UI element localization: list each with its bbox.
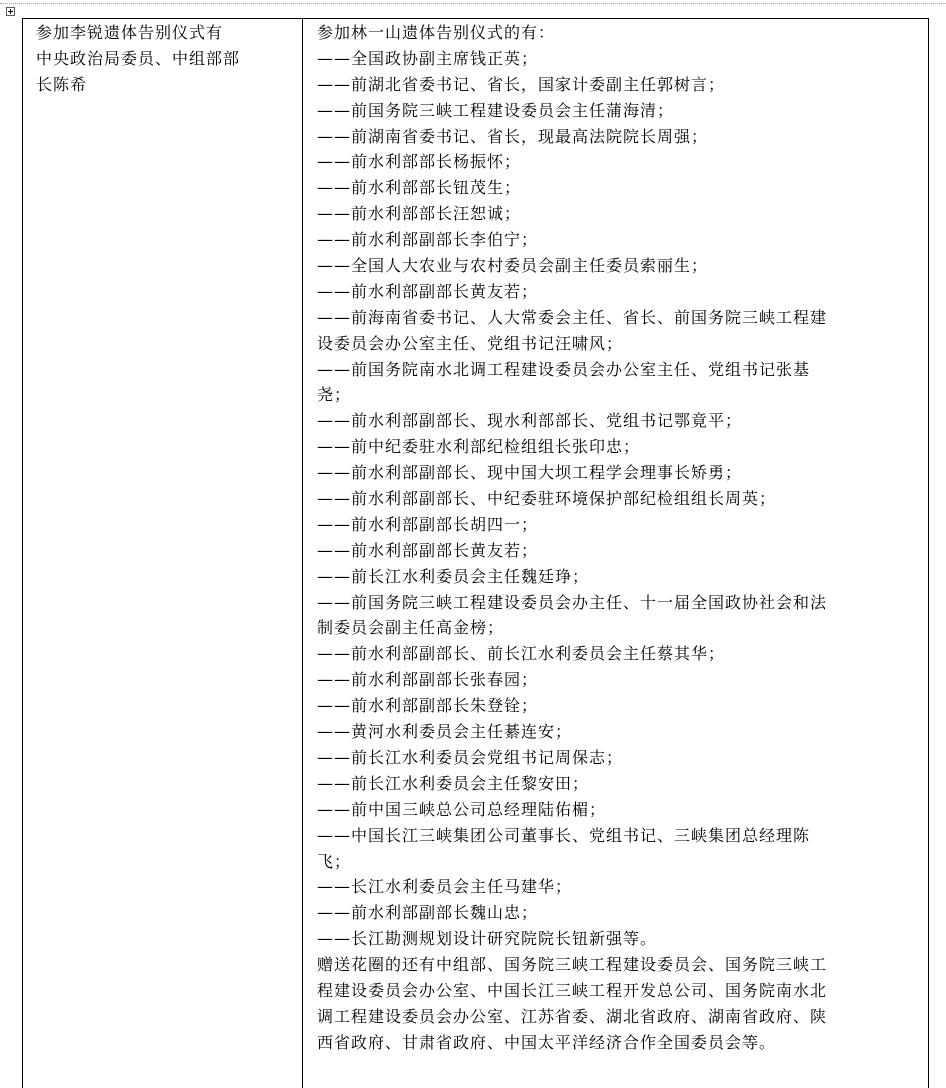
right-cell-line: 程建设委员会办公室、中国长江三峡工程开发总公司、国务院南水北 [317,980,828,1000]
right-cell-line: ——长江勘测规划设计研究院院长钮新强等。 [317,929,658,949]
right-cell-line: 参加林一山遗体告别仪式的有： [317,23,556,42]
right-cell-line: ——前中纪委驻水利部纪检组组长张印忠； [317,437,641,457]
right-cell-line: ——前水利部副部长胡四一； [317,514,539,534]
right-cell-line: ——前水利部部长钮茂生； [317,178,522,198]
right-cell-line: 调工程建设委员会办公室、江苏省委、湖北省政府、湖南省政府、陕 [317,1006,828,1026]
right-cell-line: ——长江水利委员会主任马建华； [317,877,573,897]
table-move-handle-icon[interactable] [6,7,15,16]
right-cell-line: ——前水利部副部长、现水利部部长、党组书记鄂竟平； [317,411,743,431]
left-cell-line: 中央政治局委员、中组部部 [36,48,241,68]
right-cell-line: ——前湖南省委书记、省长，现最高法院院长周强； [317,126,709,146]
left-cell-line: 长陈希 [36,74,88,94]
right-cell-line: ——前中国三峡总公司总经理陆佑楣； [317,799,607,819]
right-cell-line: ——前水利部副部长黄友若； [317,540,539,560]
right-cell-line: 尧； [317,385,352,405]
right-cell-line: ——前湖北省委书记、省长，国家计委副主任郭树言； [317,74,726,94]
right-cell-line: ——前水利部副部长、前长江水利委员会主任蔡其华； [317,644,726,664]
right-cell-line: 西省政府、甘肃省政府、中国太平洋经济合作全国委员会等。 [317,1032,777,1052]
right-cell-line: ——前水利部部长杨振怀； [317,152,522,172]
right-cell-line: ——前水利部副部长张春园； [317,670,539,690]
right-cell-line: ——前国务院三峡工程建设委员会办主任、十一届全国政协社会和法 [317,592,828,612]
table-column-divider [302,18,303,1088]
right-cell-line: ——中国长江三峡集团公司董事长、党组书记、三峡集团总经理陈 [317,825,811,845]
right-cell-line: 设委员会办公室主任、党组书记汪啸风； [317,333,624,353]
right-cell-line: ——全国人大农业与农村委员会副主任委员索丽生； [317,256,709,276]
right-cell-line: ——前水利部副部长黄友若； [317,281,539,301]
right-cell-line: ——前水利部副部长、现中国大坝工程学会理事长矫勇； [317,463,743,483]
right-cell-line: 飞； [317,851,352,871]
right-cell-line: ——前水利部副部长魏山忠； [317,903,539,923]
right-cell-line: ——前长江水利委员会党组书记周保志； [317,747,624,767]
right-cell-line: 赠送花圈的还有中组部、国务院三峡工程建设委员会、国务院三峡工 [317,955,828,975]
right-cell-line: ——前水利部副部长朱登铨； [317,696,539,716]
right-cell-line: ——前水利部副部长李伯宁； [317,230,539,250]
left-cell-line: 参加李锐遗体告别仪式有 [36,23,224,42]
right-cell-line: ——前国务院三峡工程建设委员会主任蒲海清； [317,100,675,120]
right-cell-line: ——前水利部部长汪恕诚； [317,204,522,224]
right-cell-line: ——全国政协副主席钱正英； [317,48,539,68]
right-cell-line: ——前长江水利委员会主任黎安田； [317,773,590,793]
right-cell-line: ——前国务院南水北调工程建设委员会办公室主任、党组书记张基 [317,359,811,379]
right-cell-line: ——前水利部副部长、中纪委驻环境保护部纪检组组长周英； [317,489,777,509]
table-cell-left[interactable] [36,20,294,98]
right-cell-line: ——前长江水利委员会主任魏廷琤； [317,566,590,586]
right-cell-line: ——黄河水利委员会主任綦连安； [317,722,573,742]
right-cell-line: 制委员会副主任高金榜； [317,618,505,638]
page-top-border [0,3,946,4]
right-cell-line: ——前海南省委书记、人大常委会主任、省长、前国务院三峡工程建 [317,307,828,327]
table-cell-right[interactable] [317,20,922,1056]
